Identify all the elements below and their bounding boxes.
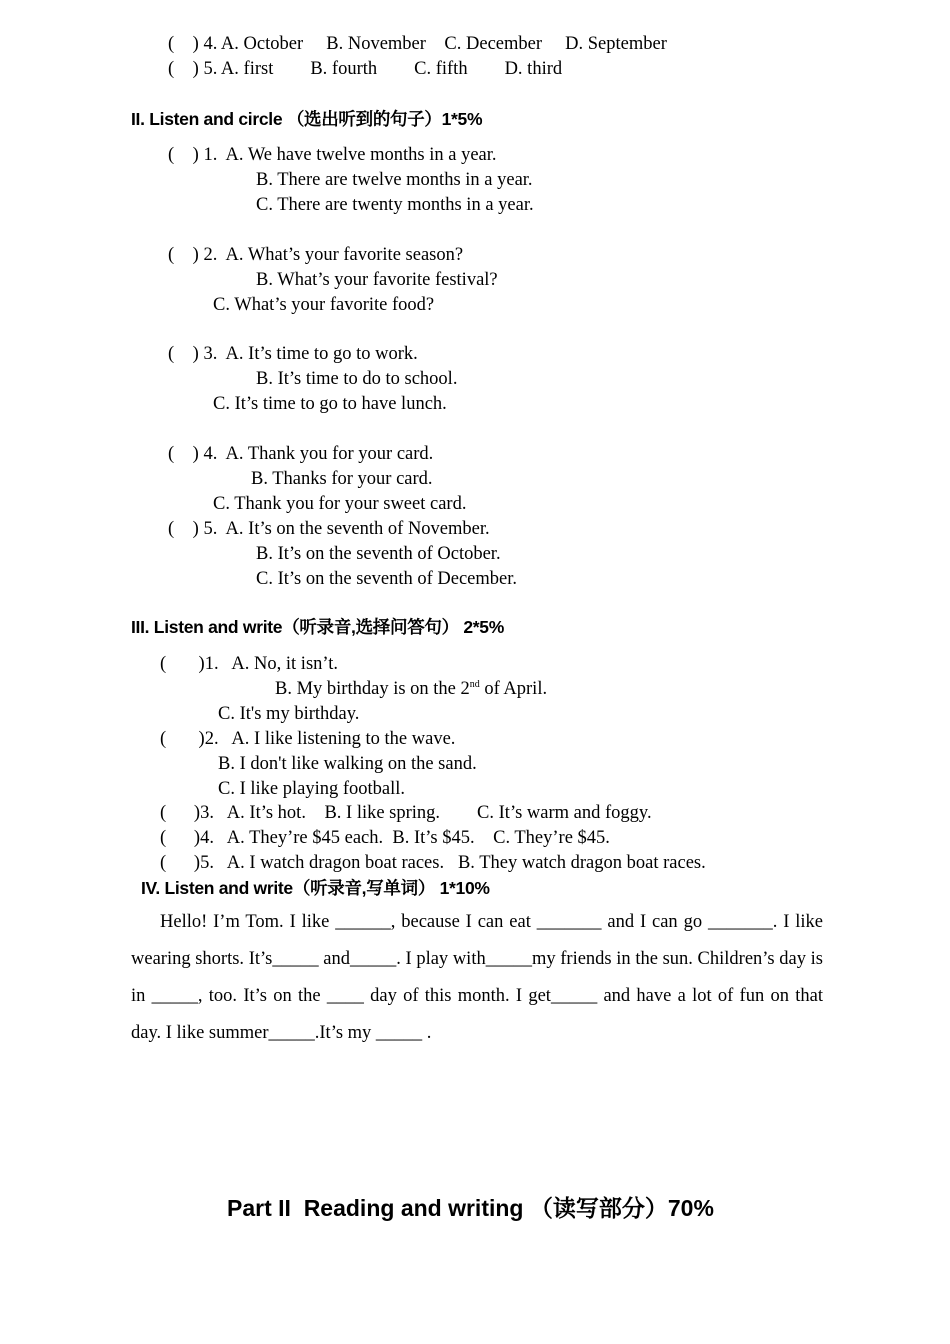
s2-q4-option-b: B. Thanks for your card. <box>251 469 433 489</box>
s3-q2-option-a: ( )2. A. I like listening to the wave. <box>160 729 456 749</box>
s3-q2-option-c: C. I like playing football. <box>218 779 406 799</box>
q5-ordinal-options: ( ) 5. A. first B. fourth C. fifth D. third <box>168 59 563 79</box>
part-2-title: Part II Reading and writing （读写部分）70% <box>227 1195 714 1221</box>
s2-q2-option-c: C. What’s your favorite food? <box>213 295 435 315</box>
s2-q3-option-b: B. It’s time to do to school. <box>256 369 458 389</box>
s2-q3-option-a: ( ) 3. A. It’s time to go to work. <box>168 344 418 364</box>
s2-q1-option-a: ( ) 1. A. We have twelve months in a year. <box>168 145 497 165</box>
s2-q1-option-c: C. There are twenty months in a year. <box>256 195 534 215</box>
s2-q1-option-b: B. There are twelve months in a year. <box>256 170 533 190</box>
s2-q4-option-c: C. Thank you for your sweet card. <box>213 494 467 514</box>
s3-q1-option-a: ( )1. A. No, it isn’t. <box>160 654 338 674</box>
section-4-heading: IV. Listen and write（听录音,写单词） 1*10% <box>141 878 490 898</box>
s3-q1-option-b: B. My birthday is on the 2nd of April. <box>275 678 548 699</box>
s2-q5-option-c: C. It’s on the seventh of December. <box>256 569 517 589</box>
s2-q3-option-c: C. It’s time to go to have lunch. <box>213 394 447 414</box>
section-2-heading: II. Listen and circle （选出听到的句子）1*5% <box>131 109 483 129</box>
s2-q4-option-a: ( ) 4. A. Thank you for your card. <box>168 444 434 464</box>
s2-q2-option-b: B. What’s your favorite festival? <box>256 270 498 290</box>
s3-q4: ( )4. A. They’re $45 each. B. It’s $45. C. They’re $45. <box>160 828 610 848</box>
s3-q1-option-c: C. It's my birthday. <box>218 704 360 724</box>
s2-q5-option-b: B. It’s on the seventh of October. <box>256 544 501 564</box>
fill-in-paragraph: Hello! I’m Tom. I like ______, because I can eat _______ and I can go _______. I like wearing shorts. It’s_____ and_____. I play with_____my friends in the sun. Children’s day is in _____, too. It’s on the ____ day of this month. I get_____ and have a lot of fun on that day. I like summer_____.It’s my _____ . <box>131 912 823 1043</box>
s2-q5-option-a: ( ) 5. A. It’s on the seventh of November. <box>168 519 490 539</box>
s2-q2-option-a: ( ) 2. A. What’s your favorite season? <box>168 245 464 265</box>
section-3-heading: III. Listen and write（听录音,选择问答句） 2*5% <box>131 617 504 637</box>
s3-q3: ( )3. A. It’s hot. B. I like spring. C. It’s warm and foggy. <box>160 803 652 823</box>
s3-q5: ( )5. A. I watch dragon boat races. B. They watch dragon boat races. <box>160 853 706 873</box>
q4-month-options: ( ) 4. A. October B. November C. December D. September <box>168 34 667 54</box>
s3-q2-option-b: B. I don't like walking on the sand. <box>218 754 477 774</box>
